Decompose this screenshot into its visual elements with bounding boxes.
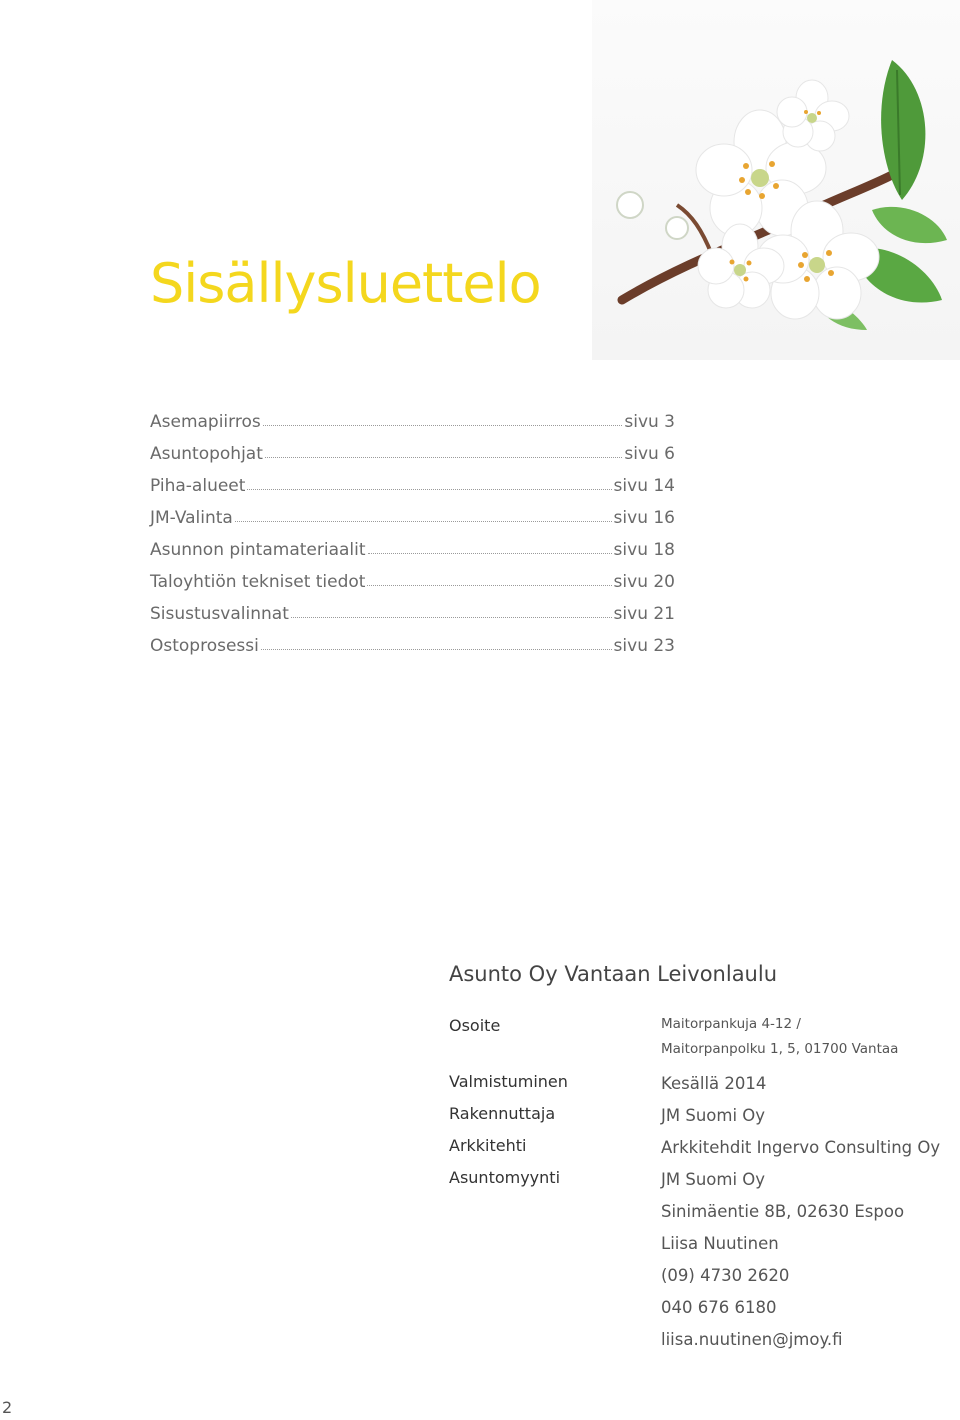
- detail-value: Liisa Nuutinen: [661, 1234, 779, 1253]
- toc-entry: [150, 464, 675, 496]
- detail-value: (09) 4730 2620: [661, 1266, 790, 1285]
- project-details: [449, 1012, 949, 1356]
- detail-value: liisa.nuutinen@jmoy.fi: [661, 1330, 843, 1349]
- detail-row: [449, 1132, 949, 1164]
- detail-value: Maitorpankuja 4-12 /: [661, 1016, 801, 1032]
- toc-entry-label: Piha-alueet: [150, 476, 246, 496]
- toc-entry: [150, 560, 675, 592]
- toc-leader-dots: [367, 585, 611, 586]
- toc-entry: [150, 592, 675, 624]
- toc-leader-dots: [265, 457, 622, 458]
- toc-leader-dots: [368, 553, 612, 554]
- page-title: Sisällysluettelo: [150, 252, 541, 315]
- toc-entry: [150, 496, 675, 528]
- detail-values: [661, 1100, 949, 1132]
- detail-value: 040 676 6180: [661, 1298, 777, 1317]
- detail-value: Arkkitehdit Ingervo Consulting Oy: [661, 1138, 941, 1157]
- page-number: 2: [2, 1398, 13, 1417]
- detail-value: Sinimäentie 8B, 02630 Espoo: [661, 1202, 905, 1221]
- detail-key: Valmistuminen: [449, 1072, 568, 1091]
- toc-entry-label: Asuntopohjat: [150, 444, 263, 464]
- toc-entry-label: JM-Valinta: [150, 508, 233, 528]
- detail-values: [661, 1164, 949, 1356]
- table-of-contents: [150, 400, 675, 656]
- toc-entry-label: Asunnon pintamateriaalit: [150, 540, 366, 560]
- toc-entry: [150, 432, 675, 464]
- cherry-blossom-photo: [592, 0, 960, 360]
- detail-row: [449, 1012, 949, 1068]
- detail-row: [449, 1068, 949, 1100]
- toc-entry: [150, 400, 675, 432]
- toc-entry-label: Sisustusvalinnat: [150, 604, 289, 624]
- toc-entry-page: sivu 18: [613, 540, 675, 560]
- detail-key: Rakennuttaja: [449, 1104, 556, 1123]
- detail-values: [661, 1132, 949, 1164]
- detail-key: Asuntomyynti: [449, 1168, 561, 1187]
- detail-value: JM Suomi Oy: [661, 1106, 766, 1125]
- toc-leader-dots: [247, 489, 611, 490]
- toc-entry-page: sivu 20: [613, 572, 675, 592]
- detail-key: Osoite: [449, 1016, 501, 1035]
- detail-key: Arkkitehti: [449, 1136, 527, 1155]
- toc-entry-label: Ostoprosessi: [150, 636, 259, 656]
- toc-entry-page: sivu 6: [624, 444, 675, 464]
- toc-entry-page: sivu 23: [613, 636, 675, 656]
- toc-entry: [150, 624, 675, 656]
- project-title: Asunto Oy Vantaan Leivonlaulu: [449, 962, 778, 986]
- toc-entry-page: sivu 14: [613, 476, 675, 496]
- toc-leader-dots: [263, 425, 623, 426]
- toc-entry: [150, 528, 675, 560]
- detail-values: [661, 1012, 949, 1068]
- toc-leader-dots: [291, 617, 612, 618]
- detail-value: JM Suomi Oy: [661, 1170, 766, 1189]
- detail-value: Maitorpanpolku 1, 5, 01700 Vantaa: [661, 1041, 899, 1057]
- toc-leader-dots: [261, 649, 612, 650]
- toc-entry-page: sivu 3: [624, 412, 675, 432]
- detail-values: [661, 1068, 949, 1100]
- detail-row: [449, 1164, 949, 1356]
- detail-value: Kesällä 2014: [661, 1074, 767, 1093]
- toc-leader-dots: [235, 521, 612, 522]
- detail-row: [449, 1100, 949, 1132]
- cherry-blossom-illustration: [592, 0, 960, 360]
- toc-entry-label: Asemapiirros: [150, 412, 261, 432]
- toc-entry-page: sivu 16: [613, 508, 675, 528]
- toc-entry-page: sivu 21: [613, 604, 675, 624]
- toc-entry-label: Taloyhtiön tekniset tiedot: [150, 572, 366, 592]
